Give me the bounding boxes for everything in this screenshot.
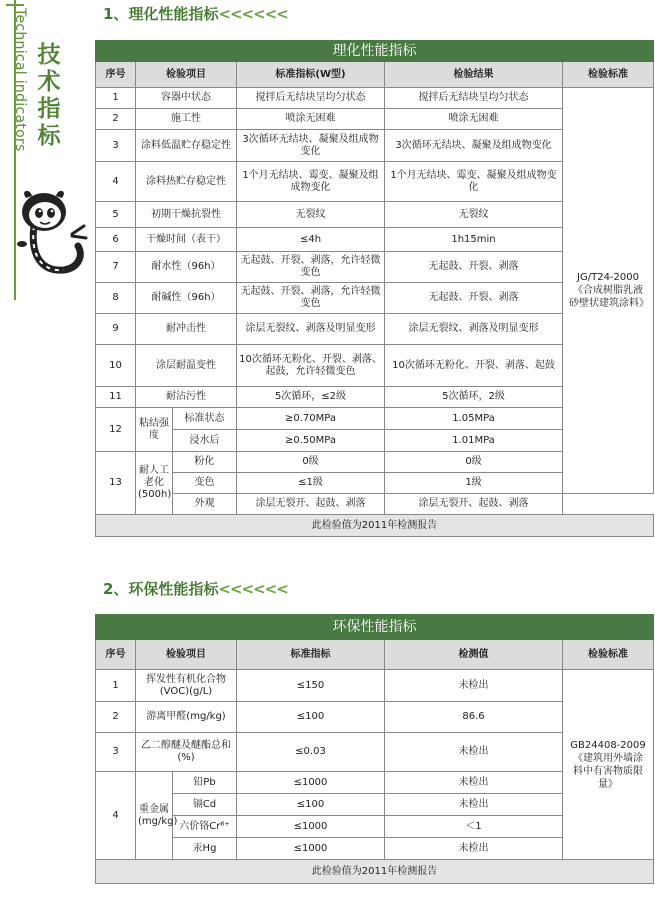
row-standard: ≤4h	[237, 228, 385, 252]
row-no: 3	[96, 733, 136, 772]
row-no: 6	[96, 228, 136, 252]
table1-title: 理化性能指标	[96, 41, 654, 62]
row-standard: ≤150	[237, 670, 385, 702]
side-english-label: Technical indicators	[12, 8, 28, 152]
row-result: 0级	[385, 452, 563, 473]
row-no: 5	[96, 202, 136, 228]
table-row	[96, 88, 654, 109]
row-result: 未检出	[385, 733, 563, 772]
row-result: 3次循环无结块、凝聚及组成物变化	[385, 130, 563, 162]
table1-header-item: 检验项目	[136, 62, 237, 88]
row-no: 10	[96, 345, 136, 387]
row-standard: 1个月无结块、霉变、凝聚及组成物变化	[237, 162, 385, 202]
row-no: 9	[96, 314, 136, 345]
row-no: 13	[96, 452, 136, 515]
row-no: 2	[96, 109, 136, 130]
physical-chemical-table	[95, 40, 654, 537]
row-standard: 涂层无裂开、起鼓、剥落	[237, 494, 385, 515]
row-standard: 5次循环，≤2级	[237, 387, 385, 408]
table2-header-standard: 标准指标	[237, 640, 385, 670]
table2-header-item: 检验项目	[136, 640, 237, 670]
row-result: 涂层无裂纹、剥落及明显变形	[385, 314, 563, 345]
table2-header-std-ref: 检验标准	[563, 640, 654, 670]
row-subitem: 粉化	[173, 452, 237, 473]
row-result: ＜1	[385, 816, 563, 838]
row-item: 初期干燥抗裂性	[136, 202, 237, 228]
row-no: 4	[96, 162, 136, 202]
row-group: 重金属(mg/kg)	[136, 772, 173, 860]
mascot-illustration	[12, 186, 92, 278]
row-result: 86.6	[385, 702, 563, 733]
row-result: 无起鼓、开裂、剥落	[385, 283, 563, 314]
row-subitem: 变色	[173, 473, 237, 494]
row-standard: 搅拌后无结块呈均匀状态	[237, 88, 385, 109]
row-subitem: 六价铬Cr⁶⁺	[173, 816, 237, 838]
table1-standard-ref: JG/T24-2000《合成树脂乳液砂壁状建筑涂料》	[563, 88, 654, 494]
row-standard: 无起鼓、开裂、剥落，允许轻微变色	[237, 252, 385, 283]
row-result: 1级	[385, 473, 563, 494]
row-item: 耐沾污性	[136, 387, 237, 408]
row-no: 1	[96, 670, 136, 702]
section2-heading-arrows: <<<<<<	[218, 580, 288, 598]
row-item: 耐冲击性	[136, 314, 237, 345]
section1-heading	[103, 3, 288, 24]
row-item: 耐水性（96h）	[136, 252, 237, 283]
table2-header-result: 检测值	[385, 640, 563, 670]
row-standard: ≥0.70MPa	[237, 408, 385, 430]
row-result: 未检出	[385, 838, 563, 860]
row-standard: ≥0.50MPa	[237, 430, 385, 452]
row-standard: 无裂纹	[237, 202, 385, 228]
row-result: 5次循环，2级	[385, 387, 563, 408]
table-row	[96, 670, 654, 702]
row-no: 1	[96, 88, 136, 109]
row-subitem: 标准状态	[173, 408, 237, 430]
side-chinese-label: 技术指标	[37, 42, 61, 149]
row-no: 11	[96, 387, 136, 408]
section1-heading-arrows: <<<<<<	[218, 5, 288, 23]
row-standard: ≤1级	[237, 473, 385, 494]
table1-header-no: 序号	[96, 62, 136, 88]
row-no: 4	[96, 772, 136, 860]
row-item: 容器中状态	[136, 88, 237, 109]
row-item: 涂层耐温变性	[136, 345, 237, 387]
row-standard: ≤1000	[237, 838, 385, 860]
row-no: 3	[96, 130, 136, 162]
table1-header-std-ref: 检验标准	[563, 62, 654, 88]
row-result: 无裂纹	[385, 202, 563, 228]
table2-standard-ref: GB24408-2009《建筑用外墙涂料中有害物质限量》	[563, 670, 654, 860]
row-result: 10次循环无粉化、开裂、剥落、起鼓	[385, 345, 563, 387]
row-standard: 3次循环无结块、凝聚及组成物变化	[237, 130, 385, 162]
row-item: 施工性	[136, 109, 237, 130]
row-standard: 无起鼓、开裂、剥落，允许轻微变色	[237, 283, 385, 314]
row-result: 搅拌后无结块呈均匀状态	[385, 88, 563, 109]
row-no: 7	[96, 252, 136, 283]
row-result: 无起鼓、开裂、剥落	[385, 252, 563, 283]
row-result: 1.01MPa	[385, 430, 563, 452]
row-standard: ≤1000	[237, 772, 385, 794]
table-row	[96, 494, 654, 515]
row-item: 挥发性有机化合物(VOC)(g/L)	[136, 670, 237, 702]
row-standard: 10次循环无粉化、开裂、剥落、起鼓，允许轻微变色	[237, 345, 385, 387]
row-standard: 涂层无裂纹、剥落及明显变形	[237, 314, 385, 345]
row-subitem: 外观	[173, 494, 237, 515]
row-result: 1.05MPa	[385, 408, 563, 430]
table2-title: 环保性能指标	[96, 615, 654, 640]
row-group: 粘结强度	[136, 408, 173, 452]
row-item: 涂料热贮存稳定性	[136, 162, 237, 202]
row-result: 1个月无结块、霉变、凝聚及组成物变化	[385, 162, 563, 202]
table1-footer-note: 此检验值为2011年检测报告	[96, 515, 654, 537]
row-standard: ≤0.03	[237, 733, 385, 772]
row-result: 1h15min	[385, 228, 563, 252]
row-result: 喷涂无困难	[385, 109, 563, 130]
row-subitem: 镉Cd	[173, 794, 237, 816]
table2-footer-note: 此检验值为2011年检测报告	[96, 860, 654, 884]
row-standard: ≤100	[237, 794, 385, 816]
row-result: 未检出	[385, 794, 563, 816]
row-standard: ≤100	[237, 702, 385, 733]
section2-heading-text: 2、环保性能指标	[103, 580, 219, 598]
row-subitem: 浸水后	[173, 430, 237, 452]
table1-header-result: 检验结果	[385, 62, 563, 88]
row-subitem: 铅Pb	[173, 772, 237, 794]
row-item: 干燥时间（表干）	[136, 228, 237, 252]
row-no: 2	[96, 702, 136, 733]
section2-heading	[103, 578, 288, 599]
row-result: 未检出	[385, 772, 563, 794]
row-standard: 喷涂无困难	[237, 109, 385, 130]
row-standard: ≤1000	[237, 816, 385, 838]
row-item: 乙二醇醚及醚酯总和(%)	[136, 733, 237, 772]
row-standard: 0级	[237, 452, 385, 473]
table2-header-no: 序号	[96, 640, 136, 670]
row-no: 8	[96, 283, 136, 314]
row-group: 耐人工老化(500h)	[136, 452, 173, 515]
row-subitem: 汞Hg	[173, 838, 237, 860]
row-item: 游离甲醛(mg/kg)	[136, 702, 237, 733]
section1-heading-text: 1、理化性能指标	[103, 5, 219, 23]
table1-header-standard: 标准指标(W型)	[237, 62, 385, 88]
environmental-table	[95, 614, 654, 884]
row-result: 涂层无裂开、起鼓、剥落	[385, 494, 563, 515]
row-no: 12	[96, 408, 136, 452]
row-result: 未检出	[385, 670, 563, 702]
row-item: 涂料低温贮存稳定性	[136, 130, 237, 162]
row-item: 耐碱性（96h）	[136, 283, 237, 314]
